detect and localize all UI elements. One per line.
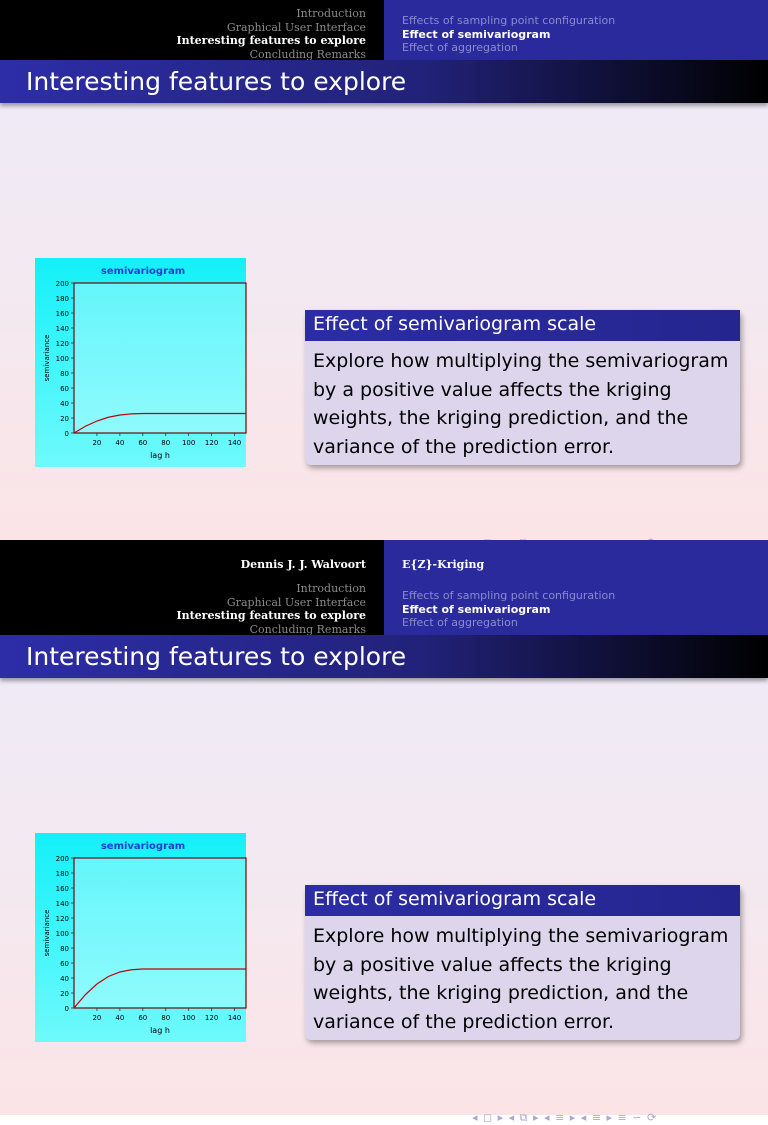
headline (0, 540, 768, 635)
block-title: Effect of semivariogram scale (313, 313, 597, 335)
frame-title-bar (0, 60, 768, 103)
chart-title: semivariogram (100, 841, 186, 852)
plot-background (74, 283, 246, 433)
subsection-link[interactable]: Effect of aggregation (402, 41, 518, 54)
y-tick-label: 40 (60, 400, 69, 408)
x-tick-label: 40 (115, 1014, 125, 1022)
x-tick-label: 40 (115, 439, 125, 447)
y-tick-label: 20 (60, 415, 69, 423)
subsection-link[interactable]: Effects of sampling point configuration (402, 589, 616, 602)
y-tick-label: 80 (60, 945, 69, 953)
frame-title: Interesting features to explore (26, 642, 407, 671)
y-tick-label: 200 (55, 280, 69, 288)
chart-svg (35, 833, 246, 1042)
y-tick-label: 120 (55, 915, 69, 923)
block-title: Effect of semivariogram scale (313, 888, 597, 910)
subsection-link[interactable]: Effect of aggregation (402, 616, 518, 629)
slide-1 (0, 0, 768, 540)
y-tick-label: 140 (55, 325, 69, 333)
y-tick-label: 140 (55, 900, 69, 908)
subsection-list (402, 14, 615, 55)
x-tick-label: 140 (227, 1014, 242, 1022)
frame-title-bar (0, 635, 768, 678)
x-tick-label: 140 (227, 439, 242, 447)
x-tick-label: 100 (181, 1014, 196, 1022)
x-tick-label: 60 (138, 439, 148, 447)
x-tick-label: 120 (204, 439, 219, 447)
y-tick-label: 100 (55, 355, 69, 363)
section-link[interactable]: Concluding Remarks (249, 622, 366, 636)
x-tick-label: 100 (181, 439, 196, 447)
section-link-active[interactable]: Interesting features to explore (176, 34, 366, 47)
y-tick-label: 20 (60, 990, 69, 998)
x-tick-label: 80 (161, 1014, 171, 1022)
semivariogram-chart (35, 258, 246, 467)
y-tick-label: 60 (60, 960, 69, 968)
frame-title: Interesting features to explore (26, 67, 407, 96)
y-tick-label: 60 (60, 385, 69, 393)
y-tick-label: 200 (55, 855, 69, 863)
info-block (305, 310, 740, 465)
headline-right (384, 0, 768, 60)
x-tick-label: 20 (92, 439, 102, 447)
x-tick-label: 80 (161, 439, 171, 447)
subsection-link[interactable]: Effects of sampling point configuration (402, 14, 616, 27)
talk-title: E{Z}-Kriging (402, 558, 485, 571)
chart-svg (35, 258, 246, 467)
beamer-navigation-symbols[interactable]: ◂ ◻ ▸ ◂ ⧉ ▸ ◂ ≡ ▸ ◂ ≡ ▸ ≡ ∽ ⟳ (472, 1111, 658, 1124)
x-axis-label: lag h (150, 451, 170, 460)
section-link[interactable]: Introduction (296, 7, 366, 20)
headline-left (0, 0, 384, 60)
headline (0, 0, 768, 60)
headline-left (0, 540, 384, 635)
section-list (176, 582, 366, 636)
section-link[interactable]: Introduction (296, 582, 366, 595)
subsection-link-active[interactable]: Effect of semivariogram (402, 27, 551, 41)
plot-background (74, 858, 246, 1008)
headline-right (384, 540, 768, 635)
section-link-active[interactable]: Interesting features to explore (176, 609, 366, 622)
section-list (176, 7, 366, 61)
chart-title: semivariogram (100, 266, 186, 277)
author-name: Dennis J. J. Walvoort (240, 558, 366, 571)
y-axis-label: semivariance (43, 909, 51, 957)
y-tick-label: 160 (55, 885, 69, 893)
y-tick-label: 40 (60, 975, 69, 983)
block-body: Explore how multiplying the semivariogram by a positive value affects the kriging weights, the kriging prediction, and the variance of the prediction error. (313, 925, 729, 1033)
y-tick-label: 80 (60, 370, 69, 378)
x-tick-label: 60 (138, 1014, 148, 1022)
block-body: Explore how multiplying the semivariogram by a positive value affects the kriging weights, the kriging prediction, and the variance of the prediction error. (313, 350, 729, 458)
y-tick-label: 180 (55, 295, 69, 303)
slide-2 (0, 540, 768, 1124)
section-link[interactable]: Concluding Remarks (249, 47, 366, 61)
x-tick-label: 120 (204, 1014, 219, 1022)
y-tick-label: 0 (64, 1005, 69, 1013)
y-tick-label: 100 (55, 930, 69, 938)
block-title-bar (305, 885, 740, 916)
semivariogram-chart (35, 833, 246, 1042)
y-tick-label: 180 (55, 870, 69, 878)
y-tick-label: 0 (64, 430, 69, 438)
subsection-link-active[interactable]: Effect of semivariogram (402, 602, 551, 616)
y-tick-label: 120 (55, 340, 69, 348)
x-tick-label: 20 (92, 1014, 102, 1022)
y-axis-label: semivariance (43, 334, 51, 382)
section-link[interactable]: Graphical User Interface (226, 20, 366, 34)
section-link[interactable]: Graphical User Interface (226, 595, 366, 609)
info-block (305, 885, 740, 1040)
subsection-list (402, 589, 615, 630)
y-tick-label: 160 (55, 310, 69, 318)
x-axis-label: lag h (150, 1026, 170, 1035)
block-title-bar (305, 310, 740, 341)
